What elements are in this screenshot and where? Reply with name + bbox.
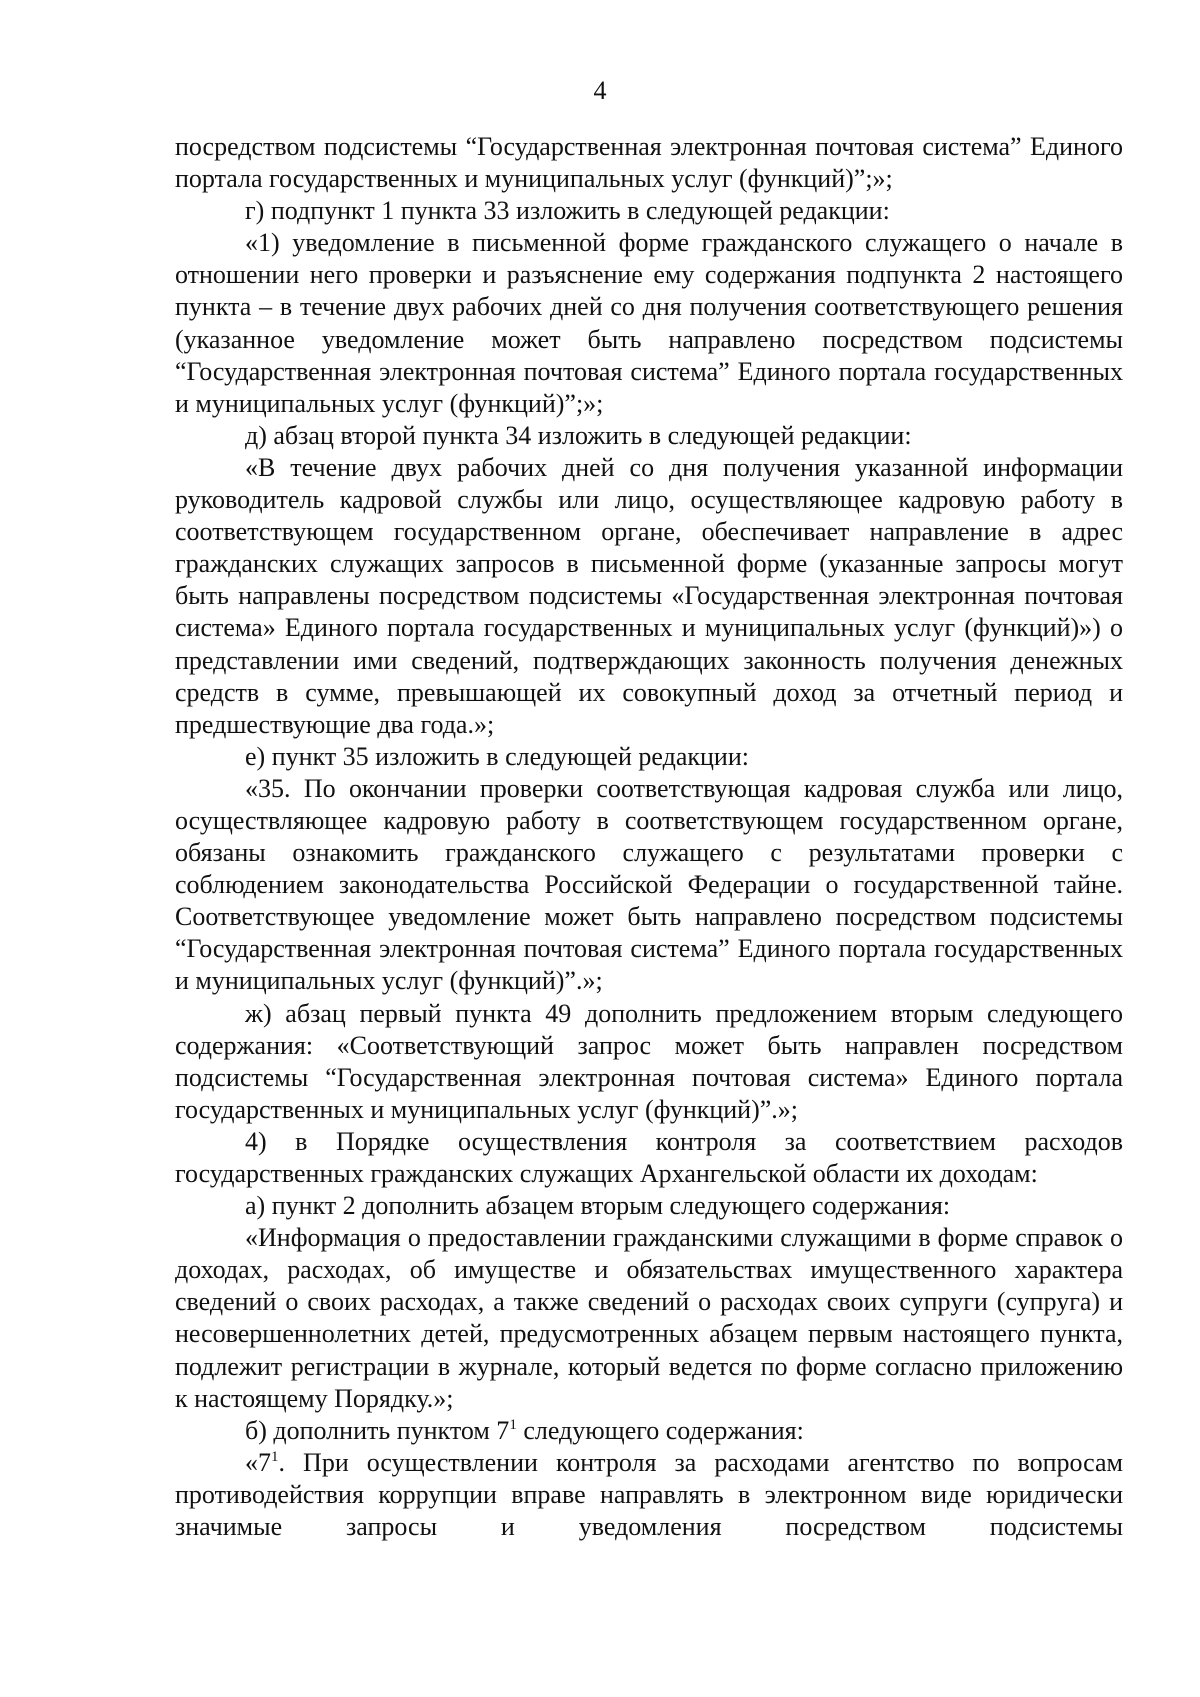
paragraph: «В течение двух рабочих дней со дня получения указанной информации руководитель кадровой службы или лицо, осуществляющее кадровую работу в соответствующем государственном органе, обеспечивает направление в адрес гражданских служащих запросов в письменной форме (указанные запросы могут быть направлены посредством подсистемы «Государственная электронная почтовая система» Единого портала государственных и муниципальных услуг (функций)») о представлении ими сведений, подтверждающих законность получения денежных средств в сумме, превышающей их совокупный доход за отчетный период и предшествующие два года.»; [175,452,1123,739]
document-body [175,131,1123,1543]
paragraph [175,1447,1123,1543]
paragraph-text: «7 [245,1447,271,1477]
paragraph: 4) в Порядке осуществления контроля за соответствием расходов государственных гражданских служащих Архангельской области их доходам: [175,1126,1123,1188]
paragraph: г) подпункт 1 пункта 33 изложить в следующей редакции: [245,196,890,226]
page-number: 4 [593,76,607,105]
superscript: 1 [509,1416,517,1433]
paragraph: «Информация о предоставлении гражданскими служащими в форме справок о доходах, расходах, об имуществе и обязательствах имущественного характера сведений о своих расходах, а также сведений о расходах своих супруги (супруга) и несовершеннолетних детей, предусмотренных абзацем первым настоящего пункта, подлежит регистрации в журнале, который ведется по форме согласно приложению к настоящему Порядку.»; [175,1223,1123,1413]
superscript: 1 [271,1448,279,1465]
paragraph: д) абзац второй пункта 34 изложить в следующей редакции: [245,420,912,450]
paragraph: посредством подсистемы “Государственная электронная почтовая система” Единого портала государственных и муниципальных услуг (функций)”;»; [175,132,1123,194]
paragraph-text: б) дополнить пунктом 7 [245,1415,510,1445]
paragraph: «1) уведомление в письменной форме гражданского служащего о начале в отношении него проверки и разъяснение ему содержания подпункта 2 настоящего пункта – в течение двух рабочих дней со дня получения соответствующего решения (указанное уведомление может быть направлено посредством подсистемы “Государственная электронная почтовая система” Единого портала государственных и муниципальных услуг (функций)”;»; [175,228,1123,418]
paragraph: а) пункт 2 дополнить абзацем вторым следующего содержания: [245,1191,951,1221]
paragraph: ж) абзац первый пункта 49 дополнить предложением вторым следующего содержания: «Соответствующий запрос может быть направлен посредством подсистемы “Государственная электронная почтовая система» Единого портала государственных и муниципальных услуг (функций)”.»; [175,998,1123,1124]
paragraph: е) пункт 35 изложить в следующей редакции: [245,741,749,771]
paragraph [175,1415,1123,1447]
paragraph-text: следующего содержания: [516,1415,804,1445]
paragraph-text: . При осуществлении контроля за расходами агентство по вопросам противодействия коррупции вправе направлять в электронном виде юридически значимые запросы и уведомления посредством подсистемы [175,1447,1123,1542]
paragraph: «35. По окончании проверки соответствующая кадровая служба или лицо, осуществляющее кадровую работу в соответствующем государственном органе, обязаны ознакомить гражданского служащего с результатами проверки с соблюдением законодательства Российской Федерации о государственной тайне. Соответствующее уведомление может быть направлено посредством подсистемы “Государственная электронная почтовая система” Единого портала государственных и муниципальных услуг (функций)”.»; [175,773,1123,996]
